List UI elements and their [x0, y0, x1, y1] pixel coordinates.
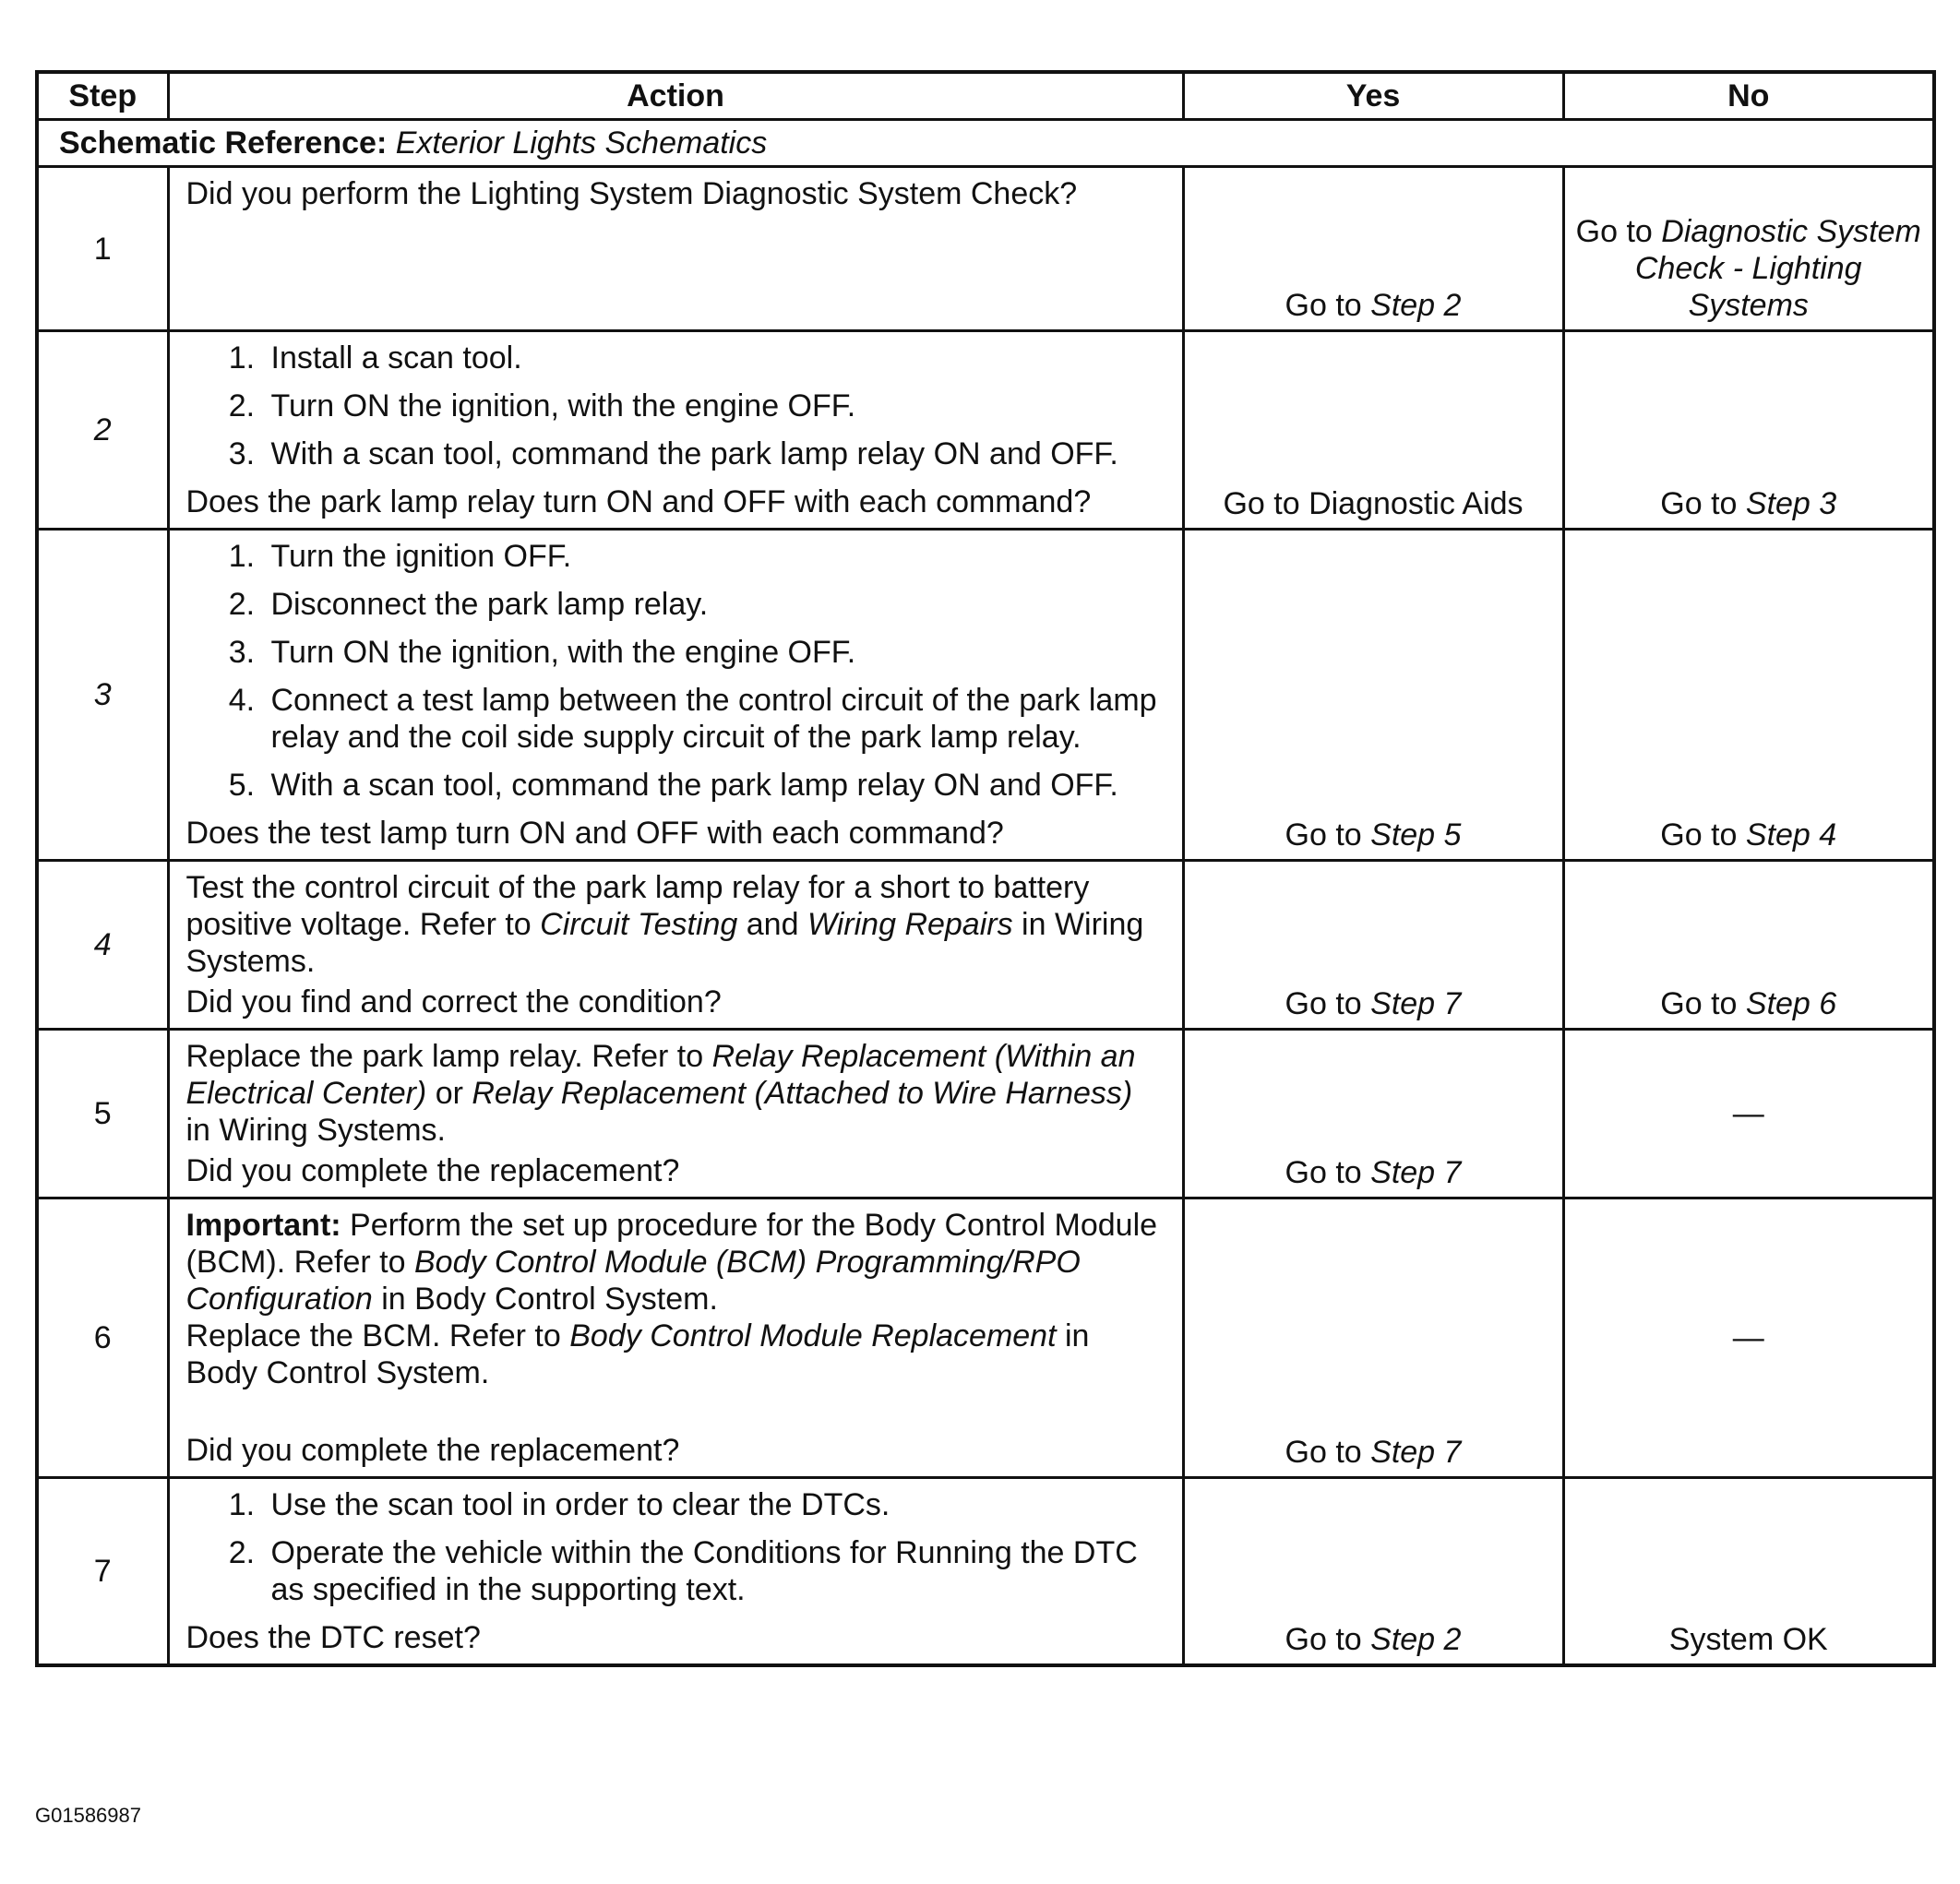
- action-cell: [168, 861, 1183, 1030]
- yes-link[interactable]: Step 7: [1370, 1155, 1462, 1190]
- step-number: 5: [37, 1030, 168, 1198]
- no-cell: [1563, 861, 1934, 1030]
- bcm-programming-link[interactable]: Body Control Module (BCM) Programming/RPO Configuration: [185, 1245, 1081, 1317]
- no-prefix: Go to: [1660, 486, 1746, 521]
- figure-id: G01586987: [35, 1804, 141, 1827]
- action-list: [186, 538, 1165, 804]
- yes-link[interactable]: Step 7: [1370, 1435, 1462, 1470]
- step-number: 1: [37, 167, 168, 331]
- action-text: [186, 869, 1165, 980]
- list-item: 1. Use the scan tool in order to clear the DTCs.: [264, 1486, 1165, 1523]
- schematic-link[interactable]: Exterior Lights Schematics: [395, 125, 768, 161]
- action-list: [186, 340, 1165, 472]
- action-text: [186, 1038, 1165, 1149]
- table-row: [37, 331, 1934, 530]
- no-cell: [1563, 530, 1934, 861]
- no-cell: [1563, 1030, 1934, 1198]
- list-item: 3. Turn ON the ignition, with the engine OFF.: [264, 634, 1165, 671]
- action-list: [186, 1486, 1165, 1608]
- no-prefix: Go to: [1660, 817, 1746, 853]
- yes-prefix: Go to: [1285, 1622, 1371, 1657]
- header-action: Action: [168, 72, 1183, 120]
- no-link[interactable]: Step 4: [1745, 817, 1837, 853]
- list-item: 1. Install a scan tool.: [264, 340, 1165, 376]
- yes-prefix: Go to: [1285, 986, 1371, 1021]
- schematic-label: Schematic Reference:: [59, 125, 388, 161]
- header-row: [37, 72, 1934, 120]
- yes-cell: [1183, 1030, 1563, 1198]
- schematic-reference: [37, 120, 1934, 167]
- important-label: Important:: [185, 1208, 341, 1243]
- important-text-a: Perform the set up procedure for the Body Control Module (BCM). Refer to: [185, 1208, 1158, 1280]
- yes-link[interactable]: Step 2: [1370, 288, 1462, 323]
- action-text-c: in Wiring Systems.: [185, 907, 1144, 979]
- action-text-b: and: [737, 907, 807, 942]
- list-item: 5. With a scan tool, command the park lamp relay ON and OFF.: [264, 767, 1165, 804]
- action-text-b: or: [426, 1076, 472, 1111]
- table-row: [37, 861, 1934, 1030]
- yes-cell: [1183, 167, 1563, 331]
- action-question: Does the DTC reset?: [185, 1620, 481, 1655]
- yes-cell: [1183, 530, 1563, 861]
- bcm-replacement-link[interactable]: Body Control Module Replacement: [569, 1318, 1057, 1353]
- wiring-repairs-link[interactable]: Wiring Repairs: [807, 907, 1013, 942]
- no-cell: [1563, 1198, 1934, 1478]
- no-prefix: Go to: [1575, 214, 1662, 249]
- yes-prefix: Go to: [1285, 817, 1371, 853]
- table-row: [37, 1198, 1934, 1478]
- replace-text-b: in Body Control System.: [185, 1318, 1090, 1390]
- action-text: Did you perform the Lighting System Diagnostic System Check?: [185, 176, 1078, 211]
- step-number: 7: [37, 1478, 168, 1666]
- action-cell: [168, 331, 1183, 530]
- yes-cell: [1183, 331, 1563, 530]
- no-cell: [1563, 1478, 1934, 1666]
- table-row: [37, 530, 1934, 861]
- table-row: [37, 1478, 1934, 1666]
- step-number: 6: [37, 1198, 168, 1478]
- header-step: Step: [37, 72, 168, 120]
- relay-replacement-harness-link[interactable]: Relay Replacement (Attached to Wire Harness): [472, 1076, 1133, 1111]
- yes-link[interactable]: Go to Diagnostic Aids: [1223, 486, 1524, 521]
- action-question: Did you find and correct the condition?: [185, 984, 722, 1020]
- action-text-c: in Wiring Systems.: [185, 1113, 446, 1148]
- no-dash: —: [1732, 1320, 1764, 1355]
- diagnostic-table: [35, 70, 1936, 1667]
- list-item: 2. Operate the vehicle within the Conditions for Running the DTC as specified in the supporting text.: [264, 1534, 1165, 1608]
- no-link[interactable]: Step 3: [1745, 486, 1837, 521]
- list-item: 2. Turn ON the ignition, with the engine OFF.: [264, 388, 1165, 424]
- yes-prefix: Go to: [1285, 288, 1371, 323]
- no-cell: [1563, 331, 1934, 530]
- list-item: 1. Turn the ignition OFF.: [264, 538, 1165, 575]
- important-note: [186, 1207, 1165, 1318]
- action-question: Does the park lamp relay turn ON and OFF with each command?: [185, 484, 1092, 519]
- important-text-b: in Body Control System.: [372, 1282, 718, 1317]
- replace-text-a: Replace the BCM. Refer to: [185, 1318, 570, 1353]
- schematic-reference-row: [37, 120, 1934, 167]
- action-cell: [168, 1478, 1183, 1666]
- step-number: 3: [37, 530, 168, 861]
- step-number: 4: [37, 861, 168, 1030]
- action-question: Did you complete the replacement?: [185, 1153, 680, 1188]
- relay-replacement-center-link[interactable]: Relay Replacement (Within an Electrical Center): [185, 1039, 1136, 1111]
- action-cell: [168, 530, 1183, 861]
- replace-instruction: [186, 1318, 1165, 1391]
- yes-link[interactable]: Step 7: [1370, 986, 1462, 1021]
- list-item: 3. With a scan tool, command the park lamp relay ON and OFF.: [264, 435, 1165, 472]
- action-text-a: Test the control circuit of the park lamp relay for a short to battery positive voltage. Refer to: [185, 870, 1090, 942]
- no-link[interactable]: Step 6: [1745, 986, 1837, 1021]
- spacer: [186, 1391, 1165, 1428]
- list-item: 4. Connect a test lamp between the control circuit of the park lamp relay and the coil side supply circuit of the park lamp relay.: [264, 682, 1165, 756]
- header-no: No: [1563, 72, 1934, 120]
- no-dash: —: [1732, 1096, 1764, 1131]
- table-row: [37, 1030, 1934, 1198]
- action-question: Does the test lamp turn ON and OFF with each command?: [185, 816, 1004, 851]
- yes-link[interactable]: Step 5: [1370, 817, 1462, 853]
- list-item: 2. Disconnect the park lamp relay.: [264, 586, 1165, 623]
- no-link[interactable]: Diagnostic System Check - Lighting Systems: [1634, 214, 1921, 323]
- no-cell: [1563, 167, 1934, 331]
- action-cell: [168, 167, 1183, 331]
- action-question: Did you complete the replacement?: [185, 1433, 680, 1468]
- step-number: 2: [37, 331, 168, 530]
- action-cell: [168, 1198, 1183, 1478]
- circuit-testing-link[interactable]: Circuit Testing: [540, 907, 738, 942]
- header-yes: Yes: [1183, 72, 1563, 120]
- yes-cell: [1183, 1198, 1563, 1478]
- no-prefix: Go to: [1660, 986, 1746, 1021]
- yes-link[interactable]: Step 2: [1370, 1622, 1462, 1657]
- action-cell: [168, 1030, 1183, 1198]
- action-text-a: Replace the park lamp relay. Refer to: [185, 1039, 712, 1074]
- table-row: [37, 167, 1934, 331]
- yes-prefix: Go to: [1285, 1435, 1371, 1470]
- yes-prefix: Go to: [1285, 1155, 1371, 1190]
- yes-cell: [1183, 861, 1563, 1030]
- yes-cell: [1183, 1478, 1563, 1666]
- no-result: System OK: [1668, 1622, 1828, 1657]
